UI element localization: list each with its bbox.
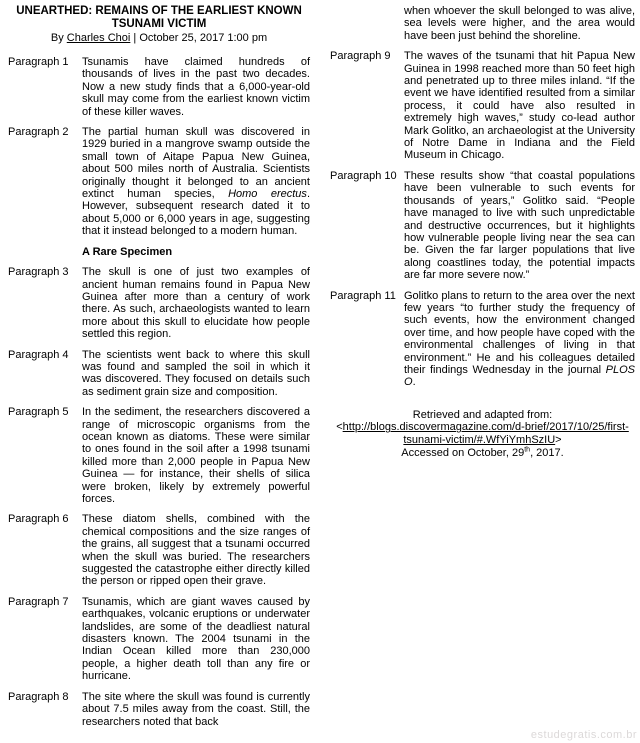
- paragraph-11: [330, 290, 635, 389]
- source-url-link[interactable]: http://blogs.discovermagazine.com/d-brief/2017/10/25/first-tsunami-victim/#.WfYiYmhSzIU: [342, 421, 629, 446]
- journal-name-italic: PLOS O: [404, 363, 635, 389]
- paragraph-label: Paragraph 6: [8, 513, 69, 526]
- paragraph-label: Paragraph 9: [330, 50, 391, 63]
- paragraph-body: These diatom shells, combined with the chemical compositions and the size ranges of the grains, all suggest that a tsunami occurred when the skull was buried. The researchers suggested the catastrophe either directly killed the person or ripped open their grave.: [82, 513, 310, 588]
- paragraph-text: . However, subsequent research dated it to about 5,000 or 6,000 years in age, suggesting that it instead belonged to a modern human.: [82, 188, 310, 238]
- paragraph-9: [330, 50, 635, 162]
- paragraph-body: The waves of the tsunami that hit Papua New Guinea in 1998 reached more than 50 feet high and penetrated up to three miles inland. “If the event we have identified resulted from a similar process, it could have also resulted in extremely high waves,” study co-lead author Mark Golitko, an archaeologist at the University of Notre Dame in Indiana and the Field Museum in Chicago.: [404, 50, 635, 162]
- paragraph-label: Paragraph 8: [8, 690, 69, 703]
- paragraph-7: [8, 596, 310, 683]
- accessed-text: Accessed on October, 29: [401, 446, 525, 459]
- paragraph-body: Tsunamis, which are giant waves caused by earthquakes, volcanic eruptions or underwater landslides, are some of the deadliest natural disasters known. The 2004 tsunami in the Indian Ocean killed more than 230,000 people, a higher death toll than any fire or hurricane.: [82, 595, 310, 683]
- source-citation: [330, 409, 635, 459]
- byline-prefix: By: [50, 32, 67, 44]
- left-column: [8, 5, 310, 728]
- watermark: estudegratis.com.br: [530, 729, 637, 741]
- paragraph-body: [404, 290, 635, 389]
- right-column: [330, 5, 635, 728]
- paragraph-label: Paragraph 2: [8, 126, 69, 139]
- paragraph-2: [8, 126, 310, 238]
- paragraph-label: Paragraph 5: [8, 406, 69, 419]
- paragraph-4: [8, 349, 310, 399]
- paragraph-8: [8, 691, 310, 728]
- paragraph-label: Paragraph 10: [330, 169, 397, 182]
- paragraph-text: Golitko plans to return to the area over the next few years “to further study the frequency of such events, how the environment changed over time, and how people have coped with the environmental challenges of living in that environment.” He and his colleagues detailed their findings Wednesday in the journal: [404, 289, 635, 376]
- article-header: [8, 5, 310, 45]
- section-subheading-row: [8, 246, 310, 258]
- paragraph-6: [8, 513, 310, 587]
- paragraph-label: Paragraph 1: [8, 56, 69, 68]
- source-url-line: [330, 421, 635, 446]
- paragraph-body: [82, 126, 310, 238]
- species-name-italic: Homo erectus: [228, 188, 307, 201]
- paragraph-text: .: [412, 376, 416, 389]
- bracket-close: >: [555, 433, 562, 446]
- paragraph-label: Paragraph 3: [8, 266, 69, 279]
- paragraph-5: [8, 406, 310, 505]
- accessed-text: , 2017.: [530, 446, 564, 459]
- paragraph-label: Paragraph 4: [8, 348, 69, 361]
- paragraph-label: Paragraph 7: [8, 595, 69, 608]
- ordinal-superscript: th: [524, 445, 531, 453]
- author-link[interactable]: Charles Choi: [66, 32, 131, 44]
- paragraph-8-continuation: [330, 5, 635, 42]
- paragraph-body: Tsunamis have claimed hundreds of thousands of lives in the past two decades. Now a new study finds that a 6,000-year-old skull may come from the earliest known victim of these killer waves.: [82, 56, 310, 118]
- paragraph-body: These results show “that coastal populations have been vulnerable to such events for thousands of years,” Golitko said. “People have managed to live with such unpredictable and destructive occurrences, but it highlights how vulnerable people living near the sea can be. Given the far larger populations that live along coastlines today, the potential impacts are far more severe now.”: [404, 169, 635, 282]
- article-title-line1: UNEARTHED: REMAINS OF THE EARLIEST KNOWN: [16, 5, 302, 17]
- paragraph-body: In the sediment, the researchers discovered a range of microscopic organisms from the ocean known as diatoms. These were similar to ones found in the soil after a 1998 tsunami killed more than 2,000 people in Papua New Guinea — for instance, their shells of silica were broken, likely by extremely powerful forces.: [82, 406, 310, 505]
- accessed-line: [330, 447, 635, 460]
- paragraph-text: The partial human skull was discovered in 1929 buried in a mangrove swamp outside the small town of Aitape Papua New Guinea, about 500 miles north of Australia. Scientists originally thought it belonged to an ancient extinct human species,: [82, 126, 310, 201]
- section-subheading: A Rare Specimen: [82, 245, 173, 258]
- source-line1: Retrieved and adapted from:: [412, 408, 553, 421]
- byline: [8, 32, 310, 45]
- bracket-open: <: [336, 421, 343, 434]
- paragraph-body: The skull is one of just two examples of ancient human remains found in Papua New Guinea after more than a century of work there. As such, archaeologists wanted to learn more about this skull to elucidate how people settled this region.: [82, 266, 310, 341]
- paragraph-label: Paragraph 11: [330, 289, 396, 302]
- paragraph-10: [330, 170, 635, 282]
- byline-suffix: | October 25, 2017 1:00 pm: [130, 32, 268, 44]
- article-title-line2: TSUNAMI VICTIM: [111, 18, 207, 30]
- paragraph-3: [8, 266, 310, 340]
- paragraph-body: The scientists went back to where this skull was found and sampled the soil in which it was discovered. They focused on details such as sediment grain size and composition.: [82, 348, 310, 398]
- paragraph-1: [8, 56, 310, 118]
- paragraph-body: when whoever the skull belonged to was alive, sea levels were higher, and the area would have been just behind the shoreline.: [404, 5, 635, 42]
- paragraph-body: The site where the skull was found is currently about 7.5 miles away from the coast. Still, the researchers noted that back: [82, 690, 310, 728]
